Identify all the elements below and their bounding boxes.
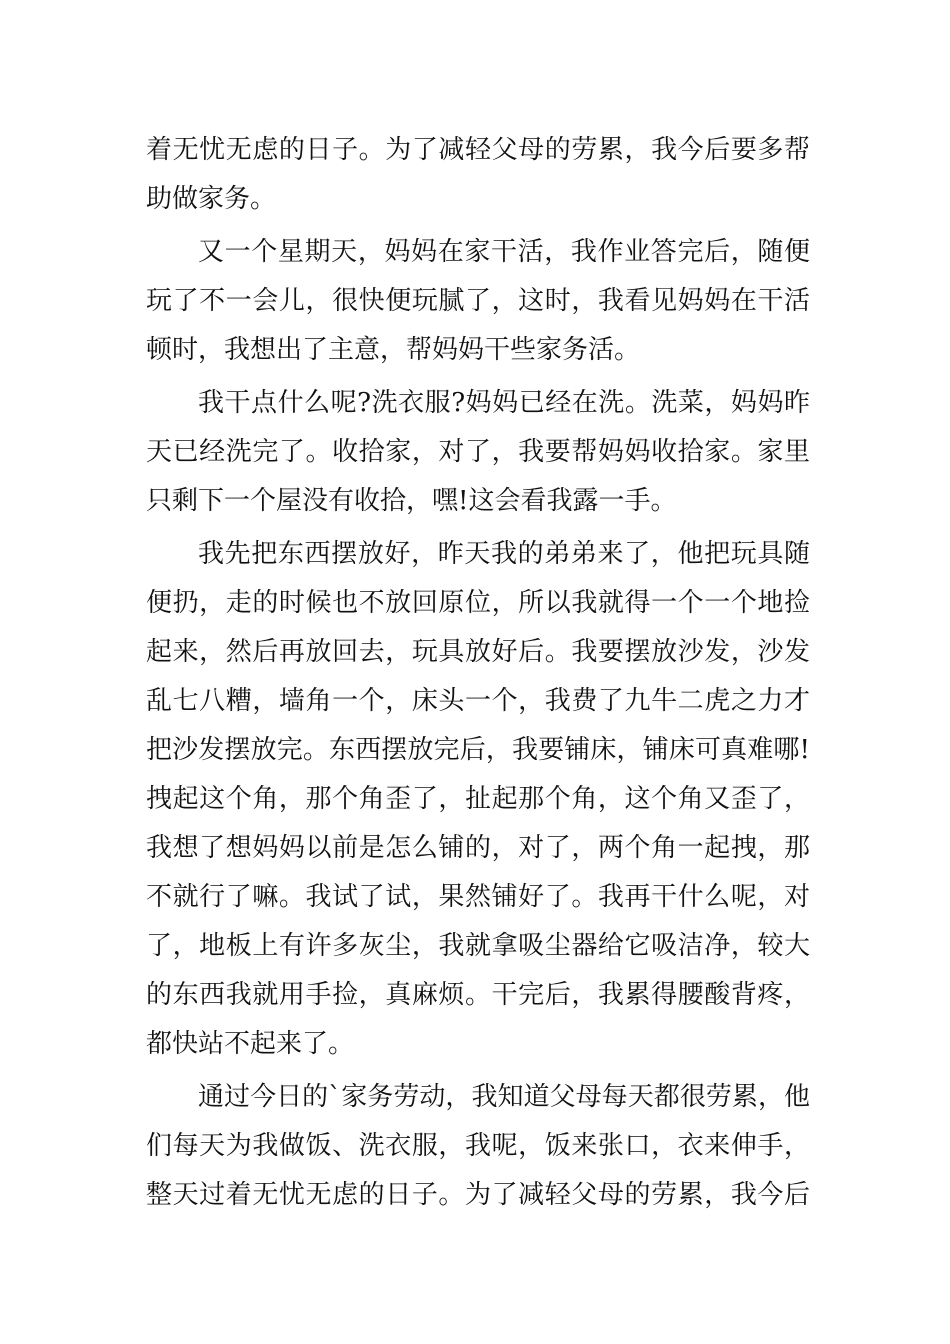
- paragraph: [146, 379, 810, 526]
- text-line: 的东西我就用手捡，真麻烦。干完后，我累得腰酸背疼，: [146, 980, 810, 1010]
- text-line: 我先把东西摆放好，昨天我的弟弟来了，他把玩具随: [198, 539, 810, 569]
- text-line: 天已经洗完了。收拾家，对了，我要帮妈妈收拾家。家里: [146, 437, 810, 467]
- text-line: 们每天为我做饭、洗衣服，我呢，饭来张口，衣来伸手，: [146, 1131, 810, 1161]
- text-line: 玩了不一会儿，很快便玩腻了，这时，我看见妈妈在干活: [146, 286, 810, 316]
- text-line: 乱七八糟，墙角一个，床头一个，我费了九牛二虎之力才: [146, 686, 810, 716]
- text-line: 了，地板上有许多灰尘，我就拿吸尘器给它吸洁净，较大: [146, 931, 810, 961]
- text-line: 不就行了嘛。我试了试，果然铺好了。我再干什么呢，对: [146, 882, 810, 912]
- text-line: 起来，然后再放回去，玩具放好后。我要摆放沙发，沙发: [146, 637, 810, 667]
- text-line: 便扔，走的时候也不放回原位，所以我就得一个一个地捡: [146, 588, 810, 618]
- text-line: 又一个星期天，妈妈在家干活，我作业答完后，随便: [198, 237, 810, 267]
- paragraph: [146, 1073, 810, 1220]
- text-line: 顿时，我想出了主意，帮妈妈干些家务活。: [146, 335, 641, 365]
- text-line: 着无忧无虑的日子。为了减轻父母的劳累，我今后要多帮: [146, 135, 810, 165]
- text-line: 我干点什么呢?洗衣服?妈妈已经在洗。洗菜，妈妈昨: [198, 388, 810, 418]
- text-line: 把沙发摆放完。东西摆放完后，我要铺床，铺床可真难哪!: [146, 735, 810, 765]
- text-line: 助做家务。: [146, 184, 277, 214]
- paragraph: [146, 228, 810, 375]
- paragraph: [146, 126, 810, 224]
- body-text: [146, 126, 810, 1220]
- text-line: 通过今日的`家务劳动，我知道父母每天都很劳累，他: [198, 1082, 810, 1112]
- text-line: 只剩下一个屋没有收拾，嘿!这会看我露一手。: [146, 486, 677, 516]
- paragraph: [146, 530, 810, 1069]
- text-line: 整天过着无忧无虑的日子。为了减轻父母的劳累，我今后: [146, 1180, 810, 1210]
- text-line: 都快站不起来了。: [146, 1029, 355, 1059]
- text-line: 我想了想妈妈以前是怎么铺的，对了，两个角一起拽，那: [146, 833, 810, 863]
- text-line: 拽起这个角，那个角歪了，扯起那个角，这个角又歪了，: [146, 784, 810, 814]
